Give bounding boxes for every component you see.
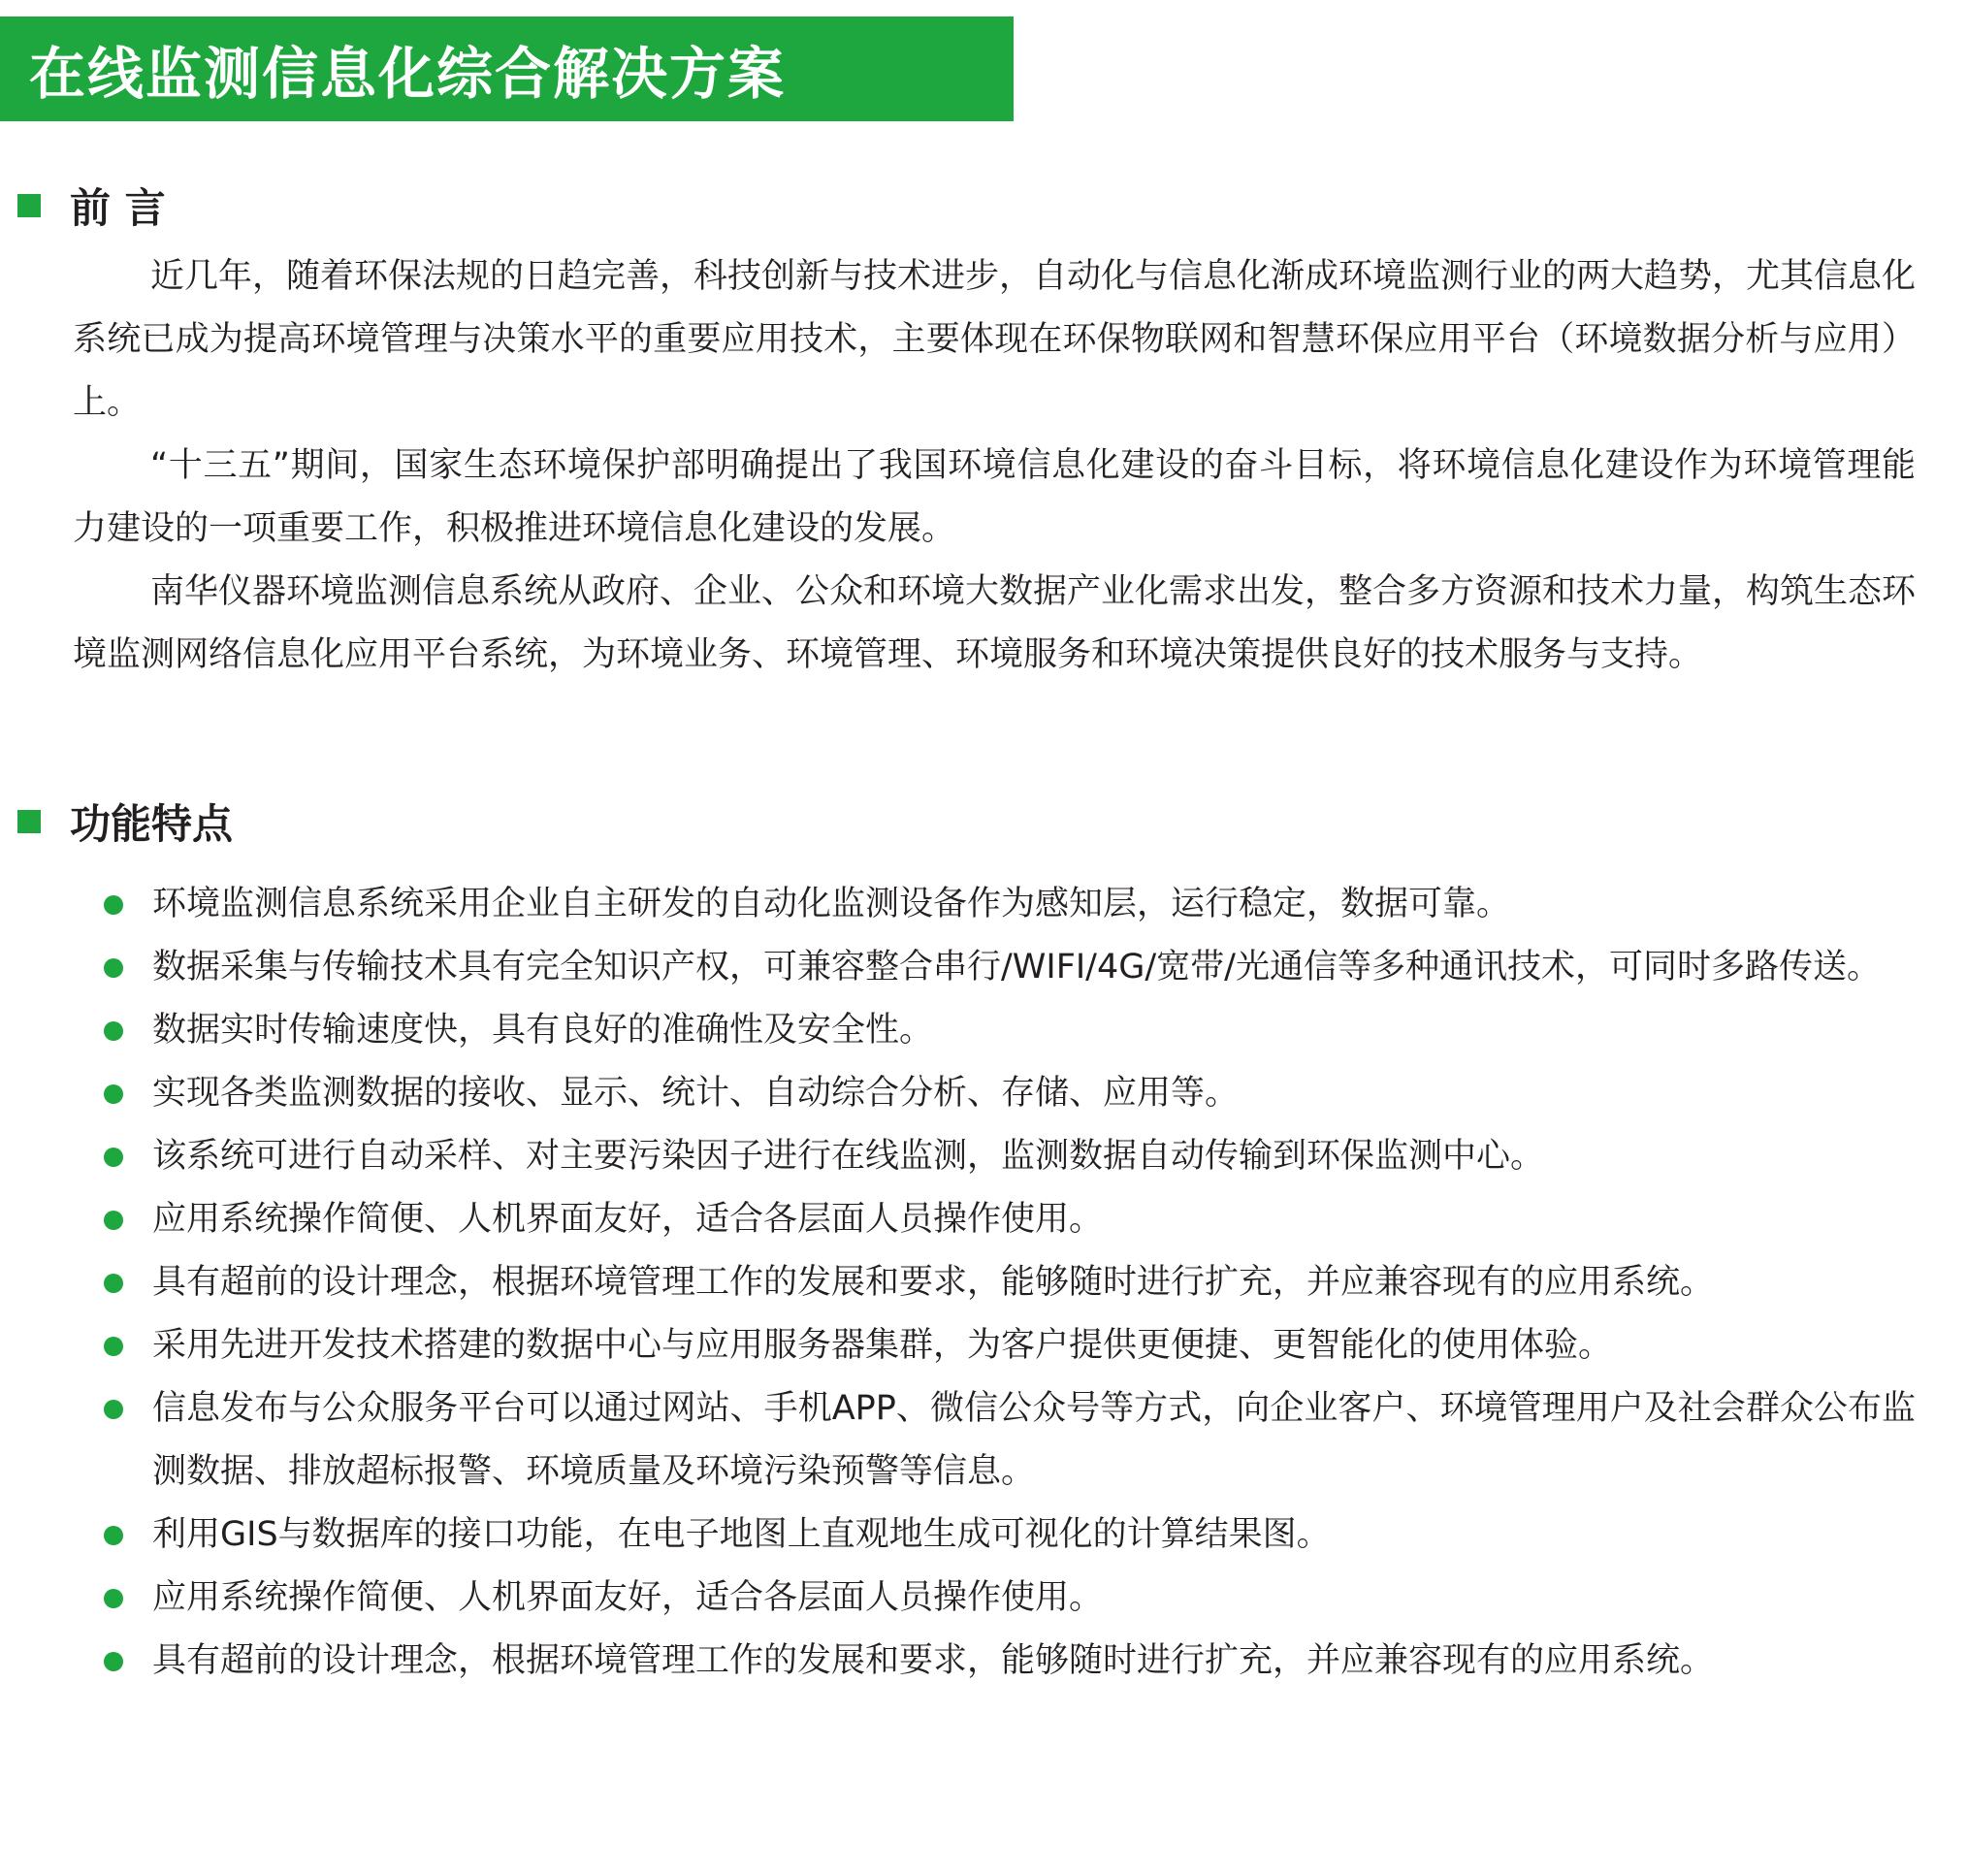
feature-item <box>73 1251 1916 1314</box>
bullet-dot-icon <box>104 958 123 978</box>
bullet-dot-icon <box>104 1400 123 1419</box>
feature-item <box>73 1188 1916 1251</box>
feature-item <box>73 1125 1916 1188</box>
preface-paragraph: “十三五”期间，国家生态环境保护部明确提出了我国环境信息化建设的奋斗目标，将环境信息化建设作为环境管理能力建设的一项重要工作，积极推进环境信息化建设的发展。 <box>73 446 1916 548</box>
feature-text: 信息发布与公众服务平台可以通过网站、手机APP、微信公众号等方式，向企业客户、环境管理用户及社会群众公布监测数据、排放超标报警、环境质量及环境污染预警等信息。 <box>152 1389 1916 1491</box>
feature-item <box>73 1377 1916 1504</box>
feature-item <box>73 999 1916 1062</box>
bullet-dot-icon <box>104 1652 123 1671</box>
feature-text: 具有超前的设计理念，根据环境管理工作的发展和要求，能够随时进行扩充，并应兼容现有的应用系统。 <box>152 1641 1715 1680</box>
feature-item <box>73 1567 1916 1630</box>
features-list <box>73 873 1916 1693</box>
bullet-dot-icon <box>104 1337 123 1356</box>
feature-text: 具有超前的设计理念，根据环境管理工作的发展和要求，能够随时进行扩充，并应兼容现有的应用系统。 <box>152 1263 1715 1302</box>
feature-item <box>73 936 1916 999</box>
feature-text: 采用先进开发技术搭建的数据中心与应用服务器集群，为客户提供更便捷、更智能化的使用体验。 <box>152 1326 1613 1365</box>
preface-paragraph: 南华仪器环境监测信息系统从政府、企业、公众和环境大数据产业化需求出发，整合多方资源和技术力量，构筑生态环境监测网络信息化应用平台系统，为环境业务、环境管理、环境服务和环境决策提供良好的技术服务与支持。 <box>73 572 1917 674</box>
feature-item <box>73 873 1916 936</box>
feature-text: 数据采集与传输技术具有完全知识产权，可兼容整合串行/WIFI/4G/宽带/光通信等多种通讯技术，可同时多路传送。 <box>152 948 1881 987</box>
bullet-dot-icon <box>104 1148 123 1167</box>
feature-item <box>73 1062 1916 1125</box>
feature-item <box>73 1630 1916 1693</box>
preface-body <box>73 245 1916 687</box>
feature-text: 应用系统操作简便、人机界面友好，适合各层面人员操作使用。 <box>152 1200 1104 1239</box>
feature-text: 数据实时传输速度快，具有良好的准确性及安全性。 <box>152 1011 934 1050</box>
features-heading-text: 功能特点 <box>70 800 234 848</box>
title-banner <box>0 16 1014 121</box>
square-bullet-icon <box>17 194 41 217</box>
bullet-dot-icon <box>104 1084 123 1104</box>
bullet-dot-icon <box>104 895 123 915</box>
feature-text: 该系统可进行自动采样、对主要污染因子进行在线监测，监测数据自动传输到环保监测中心。 <box>152 1137 1545 1176</box>
feature-item <box>73 1504 1916 1567</box>
bullet-dot-icon <box>104 1211 123 1230</box>
preface-heading-text: 前 言 <box>70 184 166 232</box>
feature-text: 利用GIS与数据库的接口功能，在电子地图上直观地生成可视化的计算结果图。 <box>152 1515 1331 1554</box>
feature-text: 实现各类监测数据的接收、显示、统计、自动综合分析、存储、应用等。 <box>152 1074 1240 1113</box>
bullet-dot-icon <box>104 1274 123 1293</box>
bullet-dot-icon <box>104 1526 123 1545</box>
feature-text: 环境监测信息系统采用企业自主研发的自动化监测设备作为感知层，运行稳定，数据可靠。 <box>152 885 1511 923</box>
feature-text: 应用系统操作简便、人机界面友好，适合各层面人员操作使用。 <box>152 1578 1104 1617</box>
bullet-dot-icon <box>104 1021 123 1041</box>
preface-paragraph: 近几年，随着环保法规的日趋完善，科技创新与技术进步，自动化与信息化渐成环境监测行业的两大趋势，尤其信息化系统已成为提高环境管理与决策水平的重要应用技术，主要体现在环保物联网和智慧环保应用平台（环境数据分析与应用）上。 <box>73 257 1917 422</box>
preface-heading <box>17 177 166 235</box>
features-heading <box>17 792 233 851</box>
feature-item <box>73 1314 1916 1377</box>
square-bullet-icon <box>17 810 41 833</box>
bullet-dot-icon <box>104 1589 123 1608</box>
page-title: 在线监测信息化综合解决方案 <box>29 41 787 107</box>
